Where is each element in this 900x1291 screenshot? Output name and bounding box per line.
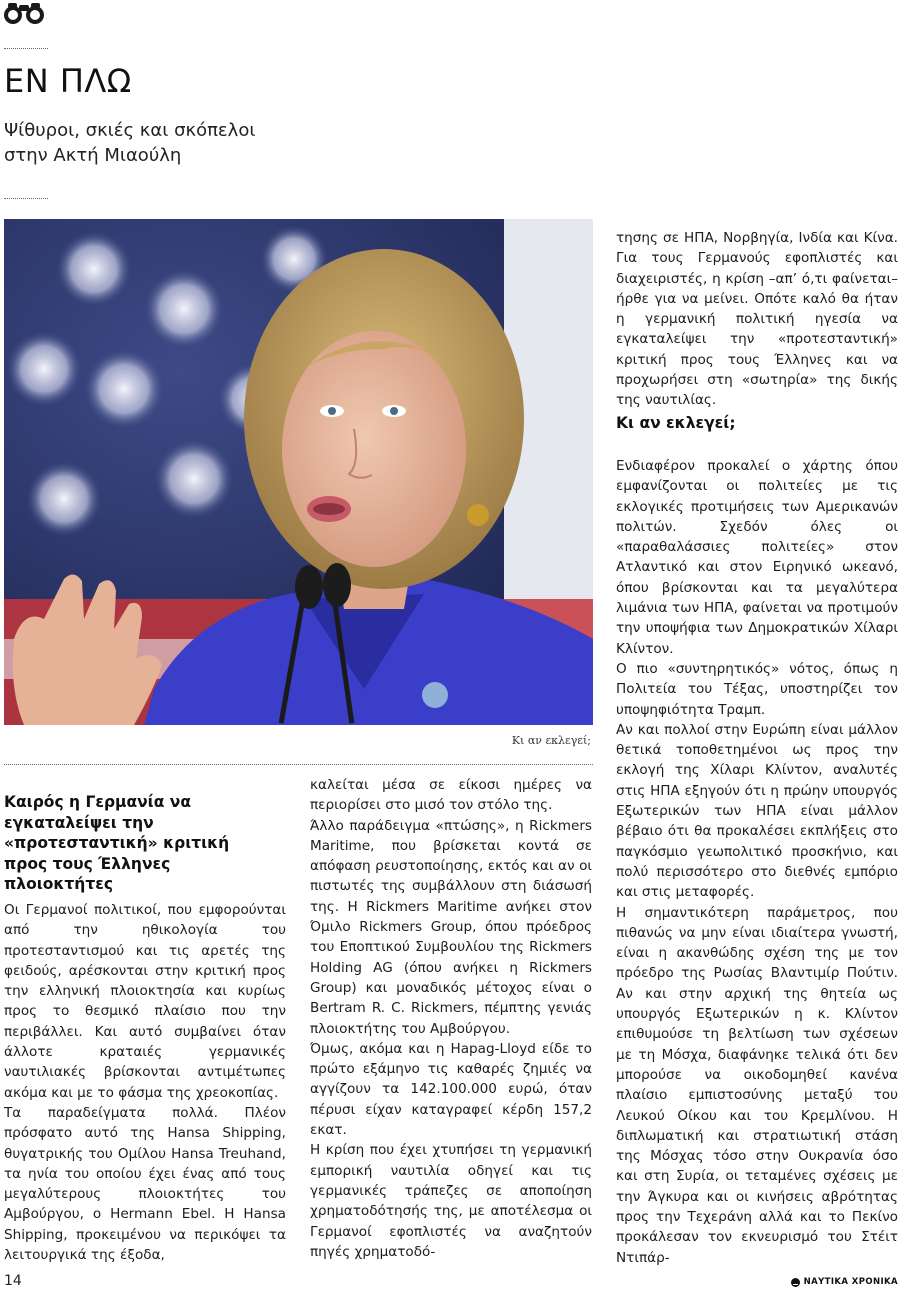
article-column-3-continued <box>616 456 898 1268</box>
paragraph: τησης σε ΗΠΑ, Νορβηγία, Ινδία και Κίνα. Για τους Γερμανούς εφοπλιστές και διαχειριστές, η κρίση –απ’ ό,τι φαίνεται– ήρθε για να μείνει. Οπότε καλό θα ήταν η γερμανική πολιτική ηγεσία να εγκαταλείψει την «προτεσταντική» κριτική προς τους Έλληνες και να προχωρήσει στη «σωτηρία» της δικής της ναυτιλίας. <box>616 230 898 409</box>
article-photo <box>4 219 593 725</box>
section-title: ΕΝ ΠΛΩ <box>4 62 132 100</box>
ship-logo-icon <box>791 1278 800 1287</box>
article-subheading: Κι αν εκλεγεί; <box>616 414 736 432</box>
paragraph: Άλλο παράδειγμα «πτώσης», η Rickmers Maritime, που βρίσκεται κοντά σε απόφαση ρευστοποίησης, εκτός και αν οι πιστωτές της συμβάλλουν στη διάσωσή της. Η Rickmers Maritime ανήκει στον Όμιλο Rickmers Group, όπου πρόεδρος του Εποπτικού Συμβουλίου της Rickmers Holding AG (όπου ανήκει η Rickmers Group) και μοναδικός μέτοχος είναι ο Bertram R. C. Rickmers, πέμπτης γενιάς πλοιοκτήτης του Αμβούργου. <box>310 817 592 1037</box>
article-column-1 <box>4 900 286 1265</box>
page-subtitle <box>4 118 364 168</box>
paragraph: Αν και πολλοί στην Ευρώπη είναι μάλλον θετικά τοποθετημένοι ως προς την εκλογή της Χίλαρι Κλίντον, αναλυτές στις ΗΠΑ εξηγούν ότι η πρώην υπουργός Εξωτερικών των ΗΠΑ είναι μάλλον βέβαιο ότι θα προκαλέσει εκπλήξεις στο παγκόσμιο γεωπολιτικό προσκήνιο, και πολύ περισσότερο στο διεθνές εμπόριο και στις μεταφορές. <box>616 721 898 901</box>
publication-name: ΝΑΥΤΙΚΑ ΧΡΟΝΙΚΑ <box>803 1277 898 1287</box>
article-headline: Καιρός η Γερμανία να εγκαταλείψει την «προτεσταντική» κριτική προς τους Έλληνες πλοιοκτήτες <box>4 793 230 893</box>
divider <box>4 48 48 49</box>
subtitle-line: Ψίθυροι, σκιές και σκόπελοι <box>4 120 256 141</box>
paragraph: Ενδιαφέρον προκαλεί ο χάρτης όπου εμφανίζονται οι πολιτείες με τις εκλογικές προτιμήσεις των Αμερικανών πολιτών. Σχεδόν όλες οι «παραθαλάσσιες πολιτείες» στον Ατλαντικό και στον Ειρηνικό ωκεανό, όπου βρίσκονται και τα μεγαλύτερα λιμάνια των ΗΠΑ, φαίνεται να προτιμούν την υποψήφια των Δημοκρατικών Χίλαρι Κλίντον. <box>616 458 898 657</box>
photo-caption: Κι αν εκλεγεί; <box>511 734 591 747</box>
binoculars-icon <box>2 2 46 26</box>
article-column-3 <box>616 228 898 411</box>
paragraph: Όμως, ακόμα και η Hapag-Lloyd είδε το πρώτο εξάμηνο τις καθαρές ζημιές να αγγίζουν τα 142.100.000 ευρώ, όταν πέρυσι είχαν καταγραφεί κέρδη 157,2 εκατ. <box>310 1040 592 1139</box>
paragraph: Ο πιο «συντηρητικός» νότος, όπως η Πολιτεία του Τέξας, υποστηρίζει τον υποψηφιότητα Τραμπ. <box>616 660 898 718</box>
paragraph: Η σημαντικότερη παράμετρος, που πιθανώς να μην είναι ιδιαίτερα γνωστή, είναι η ακανθώδης σχέση της με τον πρόεδρο της Ρωσίας Βλαντιμίρ Πούτιν. Αν και στην αρχική της θητεία ως υπουργός Εξωτερικών η κ. Κλίντον επιθυμούσε τη βελτίωση των σχέσεων με τη Μόσχα, διαφάνηκε τελικά ότι δεν μπορούσε να οικοδομηθεί κανένα πλαίσιο εμπιστοσύνης μεταξύ του Λευκού Οίκου και του Κρεμλίνου. Η διπλωματική και στρατιωτική στάση της Μόσχας τόσο στην Ουκρανία όσο και στη Συρία, οι τεταμένες σχέσεις με την Άγκυρα και οι κινήσεις αβρότητας προς την Τεχεράνη αλλά και το Πεκίνο προκάλεσαν τον εκνευρισμό του Στέιτ Ντιπάρ- <box>616 904 898 1266</box>
photo-illustration <box>4 219 593 725</box>
article-column-2 <box>310 775 592 1262</box>
publication-brand <box>791 1277 898 1287</box>
divider <box>4 764 593 765</box>
page-number: 14 <box>4 1273 22 1289</box>
paragraph: Οι Γερμανοί πολιτικοί, που εμφορούνται από την ηθικολογία του προτεσταντισμού και τις αρετές της φειδούς, αρέσκονται στην κριτική προς την ελληνική πλοιοκτησία και κυρίως προς το θεσμικό πλαίσιο που την περιβάλλει. Και αυτό συμβαίνει όταν άλλοτε κραταιές γερμανικές ναυτιλιακές βρίσκονται αντιμέτωπες ακόμα και με το φάσμα της χρεοκοπίας. <box>4 902 286 1101</box>
paragraph: Τα παραδείγματα πολλά. Πλέον πρόσφατο αυτό της Hansa Shipping, θυγατρικής του Ομίλου Hansa Treuhand, τα ηνία του οποίου έχει ένας από τους μεγαλύτερους πλοιοκτήτες του Αμβούργου, ο Hermann Ebel. Η Hansa Shipping, προκειμένου να περικόψει τα λειτουργικά της έξοδα, <box>4 1104 286 1264</box>
paragraph: καλείται μέσα σε είκοσι ημέρες να περιορίσει στο μισό τον στόλο της. <box>310 777 592 814</box>
divider <box>4 198 48 199</box>
paragraph: Η κρίση που έχει χτυπήσει τη γερμανική εμπορική ναυτιλία οδηγεί και τις γερμανικές τράπεζες σε αποποίηση χρηματοδότησής της, με αποτέλεσμα οι Γερμανοί εφοπλιστές να αναζητούν πηγές χρηματοδό- <box>310 1142 592 1260</box>
subtitle-line: στην Ακτή Μιαούλη <box>4 145 182 166</box>
